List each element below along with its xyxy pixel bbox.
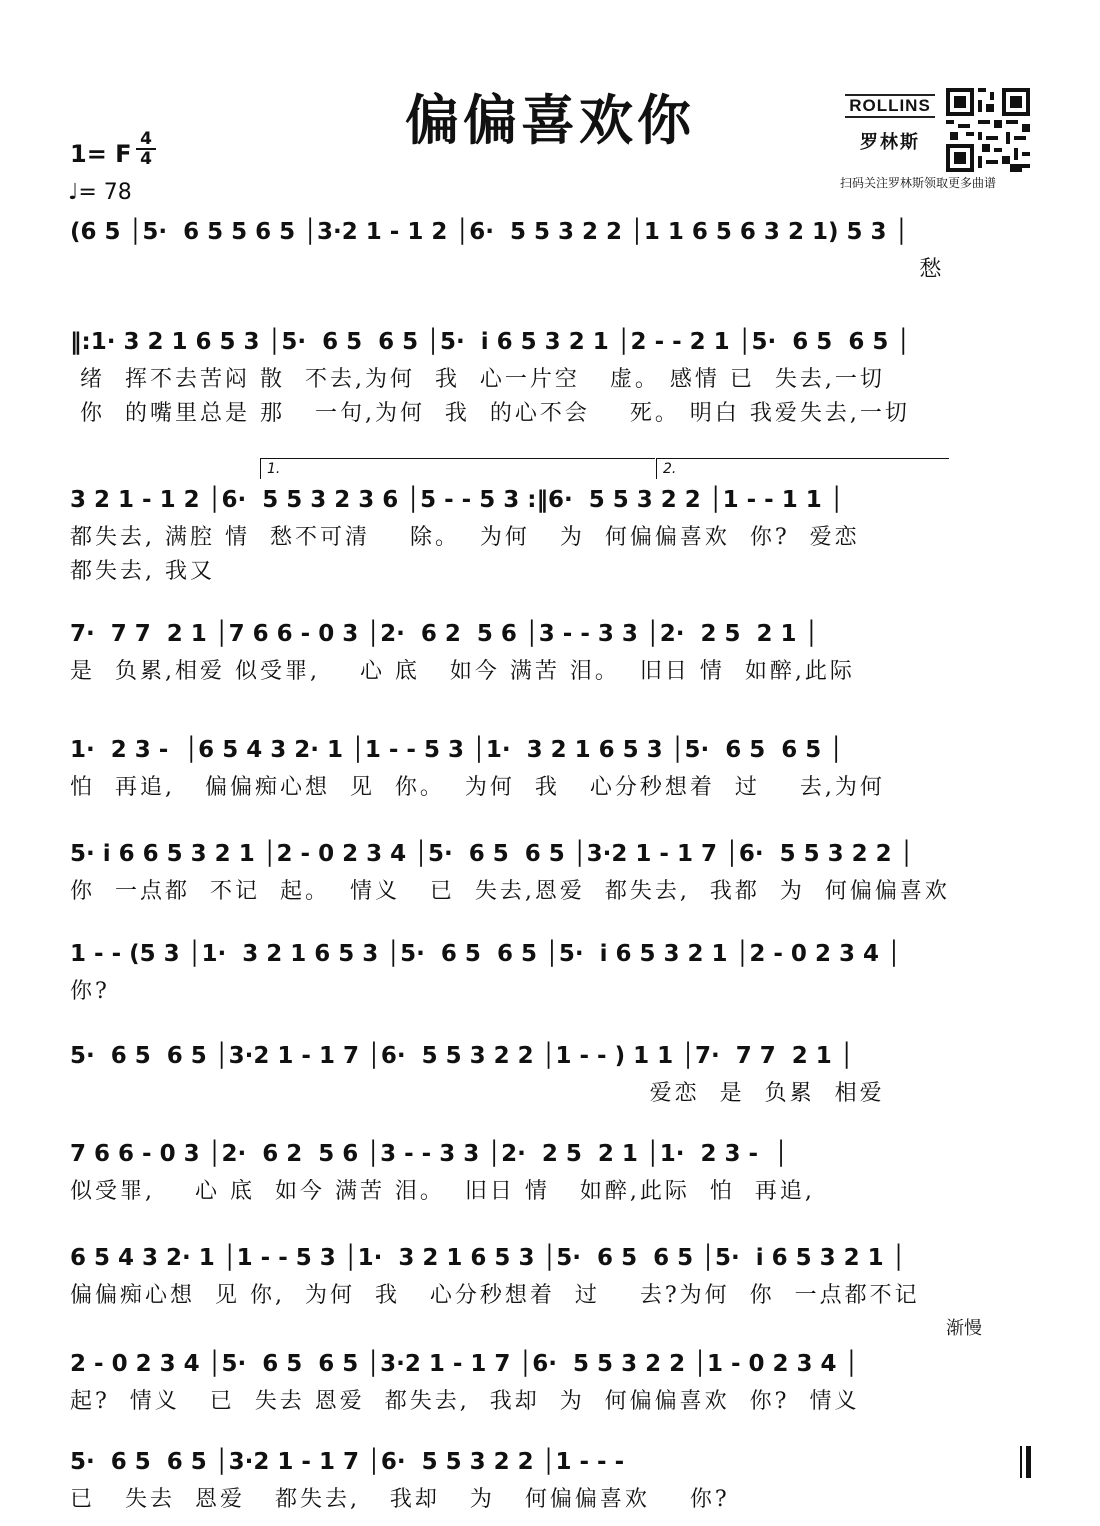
notes-line: 2 - 0 2 3 4 │5· 6 5 6 5 │3·2 1 - 1 7 │6· 5 5 3 2 2 │1 - 0 2 3 4 │ [70,1351,859,1377]
lyric-line: 怕 再追, 偏偏痴心想 见 你。 为何 我 心分秒想着 过 去,为何 [70,775,885,800]
expression-marking: 渐慢 [946,1318,982,1339]
lyric-line: 似受罪, 心 底 如今 满苦 泪。 旧日 情 如醉,此际 怕 再追, [70,1179,815,1204]
lyric-line: 都失去, 我又 [70,559,215,584]
notes-line: 5· i 6 6 5 3 2 1 │2 - 0 2 3 4 │5· 6 5 6 5 │3·2 1 - 1 7 │6· 5 5 3 2 2 │ [70,841,914,867]
lyric-line: 爱恋 是 负累 相爱 [70,1081,885,1106]
notes-line: ‖:1· 3 2 1 6 5 3 │5· 6 5 6 5 │5· i 6 5 3 2 1 │2 - - 2 1 │5· 6 5 6 5 │ [70,329,911,355]
lyric-line: 绪 挥不去苦闷 散 不去,为何 我 心一片空 虚。 感情 已 失去,一切 [70,367,885,392]
song-title: 偏偏喜欢你 [405,89,695,152]
lyric-line: 都失去, 满腔 情 愁不可清 除。 为何 为 何偏偏喜欢 你? 爱恋 [70,525,860,550]
lyric-line: 愁 [70,257,945,282]
notes-line: 6 5 4 3 2· 1 │1 - - 5 3 │1· 3 2 1 6 5 3 │5· 6 5 6 5 │5· i 6 5 3 2 1 │ [70,1245,906,1271]
lyric-line: 偏偏痴心想 见 你, 为何 我 心分秒想着 过 去?为何 你 一点都不记 [70,1283,920,1308]
lyric-line: 你 的嘴里总是 那 一句,为何 我 的心不会 死。 明白 我爱失去,一切 [70,401,910,426]
notes-line: 5· 6 5 6 5 │3·2 1 - 1 7 │6· 5 5 3 2 2 │1 - - ) 1 1 │7· 7 7 2 1 │ [70,1043,854,1069]
final-barline [1020,1446,1028,1478]
tempo-marking: ♩= 78 [68,180,132,205]
time-signature-top: 4 [140,129,152,149]
notes-line: 7 6 6 - 0 3 │2· 6 2 5 6 │3 - - 3 3 │2· 2 5 2 1 │1· 2 3 - │ [70,1141,788,1167]
lyric-line: 已 失去 恩爱 都失去, 我却 为 何偏偏喜欢 你? [70,1487,730,1512]
brand-logo [840,94,940,154]
notes-line: 5· 6 5 6 5 │3·2 1 - 1 7 │6· 5 5 3 2 2 │1 - - - [70,1449,625,1475]
notes-line: 3 2 1 - 1 2 │6· 5 5 3 2 3 6 │5 - - 5 3 :‖6· 5 5 3 2 2 │1 - - 1 1 │ [70,487,844,513]
brand-name-en: ROLLINS [845,94,935,118]
brand-name-cn: 罗林斯 [860,132,920,153]
notes-line: 1 - - (5 3 │1· 3 2 1 6 5 3 │5· 6 5 6 5 │5· i 6 5 3 2 1 │2 - 0 2 3 4 │ [70,941,901,967]
key-signature: 1= F [70,140,132,168]
lyric-line: 是 负累,相爱 似受罪, 心 底 如今 满苦 泪。 旧日 情 如醉,此际 [70,659,855,684]
qr-code-icon[interactable] [946,88,1030,172]
notes-line: (6 5 │5· 6 5 5 6 5 │3·2 1 - 1 2 │6· 5 5 3 2 2 │1 1 6 5 6 3 2 1) 5 3 │ [70,219,909,245]
time-signature [136,130,156,168]
time-signature-bottom: 4 [140,149,152,169]
notes-line: 1· 2 3 - │6 5 4 3 2· 1 │1 - - 5 3 │1· 3 2 1 6 5 3 │5· 6 5 6 5 │ [70,737,844,763]
notes-line: 7· 7 7 2 1 │7 6 6 - 0 3 │2· 6 2 5 6 │3 - - 3 3 │2· 2 5 2 1 │ [70,621,819,647]
volta-second: 2. [656,458,949,479]
lyric-line: 你 一点都 不记 起。 情义 已 失去,恩爱 都失去, 我都 为 何偏偏喜欢 [70,879,950,904]
volta-first: 1. [260,458,655,479]
lyric-line: 你? [70,979,110,1004]
lyric-line: 起? 情义 已 失去 恩爱 都失去, 我却 为 何偏偏喜欢 你? 情义 [70,1389,860,1414]
scan-note: 扫码关注罗林斯领取更多曲谱 [840,176,997,190]
